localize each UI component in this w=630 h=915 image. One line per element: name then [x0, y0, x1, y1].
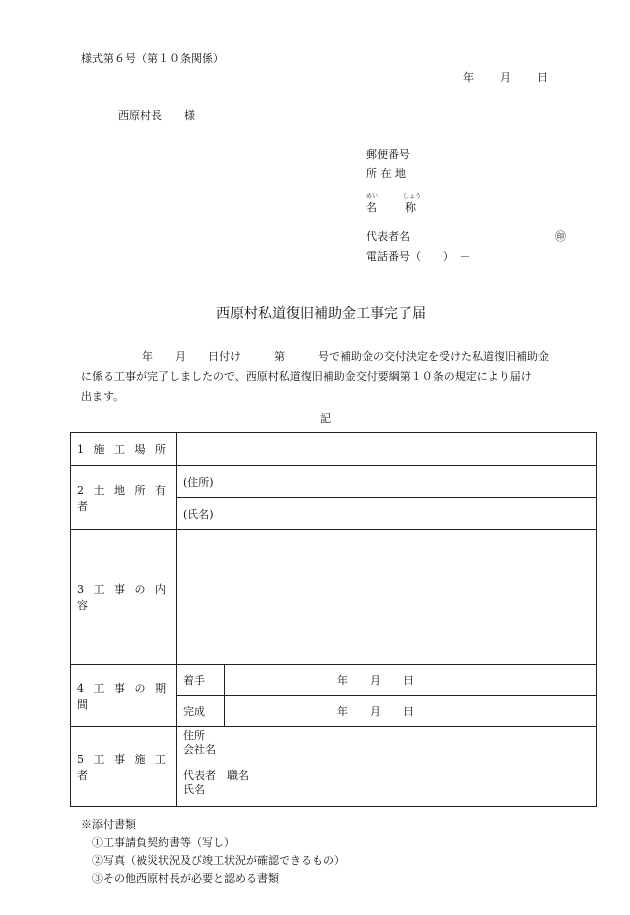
row-period-start	[71, 665, 597, 696]
postal-code-label: 郵便番号	[366, 148, 410, 161]
ki-mark: 記	[320, 412, 331, 425]
row-contractor	[71, 727, 597, 807]
owner-name-cell[interactable]: (氏名)	[177, 498, 597, 530]
date-year: 年	[463, 71, 474, 84]
name-char-1: 名	[366, 201, 377, 214]
date-month: 月	[500, 71, 511, 84]
body-line-3: 出ます。	[81, 390, 125, 403]
attachment-item-1: ①工事請負契約書等（写し）	[92, 836, 235, 849]
representative-label: 代表者名	[366, 230, 410, 243]
completion-form-table	[70, 432, 597, 807]
site-label: 1 施 工 場 所	[71, 433, 177, 466]
content-label: 3 工 事 の 内 容	[71, 530, 177, 665]
contractor-name-label: 氏名	[183, 783, 205, 796]
attachment-item-3: ③その他西原村長が必要と認める書類	[92, 872, 279, 885]
contractor-company-label: 会社名	[183, 743, 216, 756]
row-site	[71, 433, 597, 466]
owner-label: 2 土 地 所 有 者	[71, 466, 177, 530]
start-label: 着手	[177, 665, 225, 696]
period-label: 4 工 事 の 期 間	[71, 665, 177, 727]
content-value-cell[interactable]	[177, 530, 597, 665]
phone-label: 電話番号（ ） －	[366, 250, 471, 263]
name-ruby-1: めい	[366, 193, 379, 200]
start-date[interactable]: 年 月 日	[225, 665, 597, 696]
site-value-cell[interactable]	[177, 433, 597, 466]
attachments-heading: ※添付書類	[81, 818, 136, 831]
addressee: 西原村長 様	[118, 109, 195, 122]
contractor-address-label: 住所	[183, 729, 205, 742]
address-label: 所 在 地	[366, 167, 406, 180]
document-title: 西原村私道復旧補助金工事完了届	[216, 306, 426, 322]
attachment-item-2: ②写真（被災状況及び竣工状況が確認できるもの）	[92, 854, 345, 867]
form-number: 様式第６号（第１０条関係）	[81, 52, 224, 65]
date-day: 日	[537, 71, 548, 84]
contractor-label: 5 工 事 施 工 者	[71, 727, 177, 807]
seal-mark: ㊞	[555, 230, 566, 243]
row-content	[71, 530, 597, 665]
contractor-cell[interactable]	[177, 727, 597, 807]
name-char-2: 称	[405, 201, 416, 214]
name-ruby-2: しょう	[403, 193, 422, 200]
body-line-1: 年 月 日付け 第 号で補助金の交付決定を受けた私道復旧補助金	[142, 350, 549, 363]
owner-address-cell[interactable]: (住所)	[177, 466, 597, 498]
contractor-rep-label: 代表者 職名	[183, 769, 249, 782]
end-date[interactable]: 年 月 日	[225, 696, 597, 727]
body-line-2: に係る工事が完了しましたので、西原村私道復旧補助金交付要綱第１０条の規定により届け	[81, 370, 532, 383]
row-owner-address	[71, 466, 597, 498]
end-label: 完成	[177, 696, 225, 727]
